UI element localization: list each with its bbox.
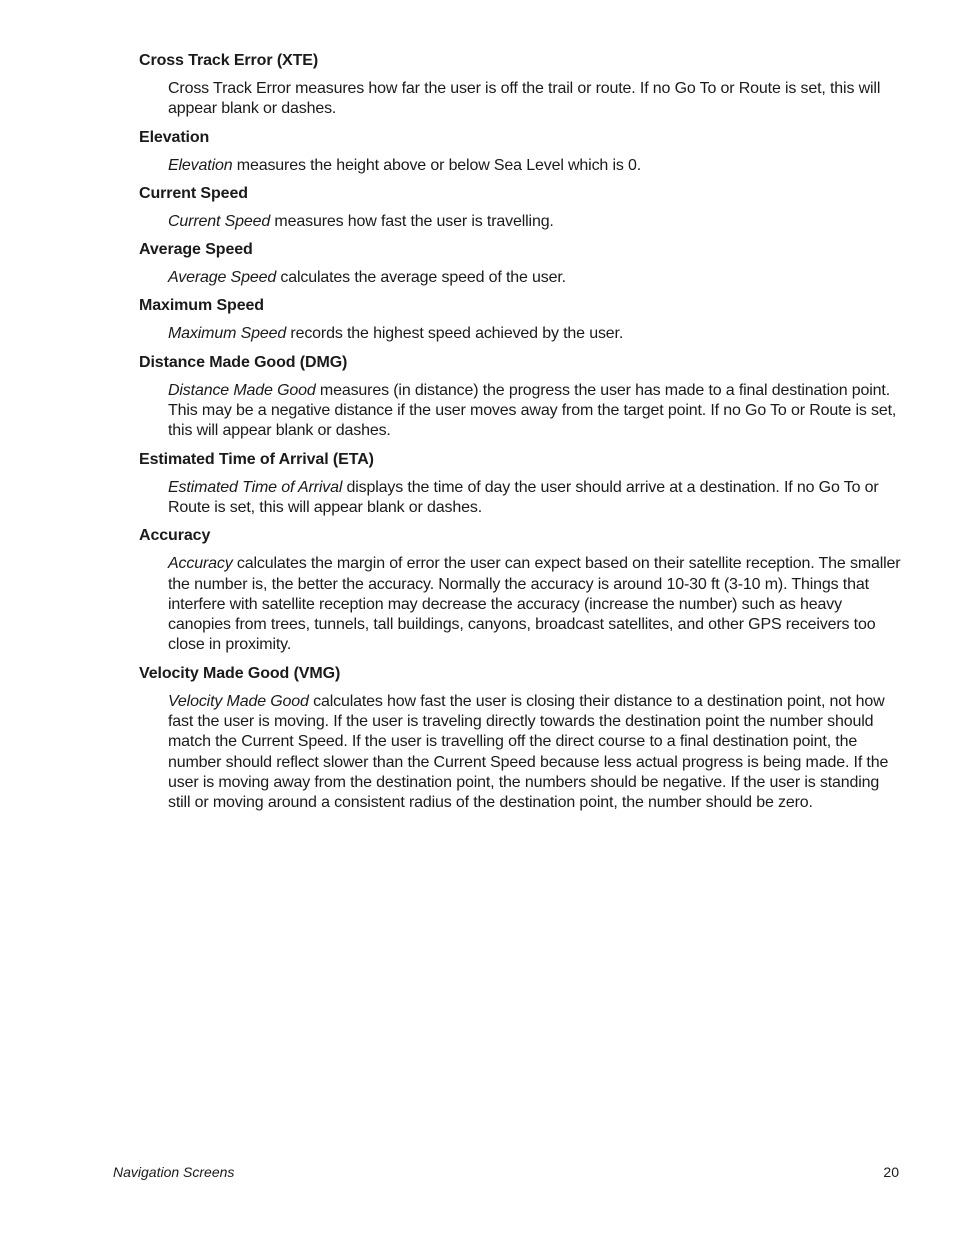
section-lead-term: Velocity Made Good xyxy=(168,692,309,710)
section-text: calculates the average speed of the user. xyxy=(276,269,566,287)
section-description xyxy=(168,212,901,232)
document-body xyxy=(139,51,901,822)
section-lead-term: Average Speed xyxy=(168,269,277,287)
footer-section-name: Navigation Screens xyxy=(113,1164,235,1180)
section-heading: Maximum Speed xyxy=(139,297,264,315)
section-text: calculates how fast the user is closing their distance to a destination point, not how fast the user is moving. If the user is traveling directly towards the destination point the number should match the Current Speed. If the user is travelling off the direct course to a final destination point, the number should reflect slower than the Current Speed because less actual progress is being made. If the user is moving away from the destination point, the numbers should be negative. If the user is standing still or moving around a consistent radius of the destination point, the number should be zero. xyxy=(168,692,889,812)
section-lead-term: Estimated Time of Arrival xyxy=(168,478,343,496)
section-current-speed xyxy=(139,184,901,232)
section-description xyxy=(168,156,901,176)
section-description xyxy=(168,381,901,442)
section-vmg xyxy=(139,664,901,814)
section-lead-term: Current Speed xyxy=(168,212,271,230)
section-heading: Elevation xyxy=(139,128,210,146)
section-dmg xyxy=(139,353,901,442)
section-average-speed xyxy=(139,240,901,288)
section-heading: Average Speed xyxy=(139,241,253,259)
section-heading: Distance Made Good (DMG) xyxy=(139,353,348,371)
section-lead-term: Distance Made Good xyxy=(168,381,316,399)
section-heading: Estimated Time of Arrival (ETA) xyxy=(139,450,374,468)
section-lead-term: Accuracy xyxy=(168,555,233,573)
section-description xyxy=(168,79,901,120)
section-description xyxy=(168,324,901,344)
section-accuracy xyxy=(139,526,901,655)
section-text: calculates the margin of error the user can expect based on their satellite reception. The smaller the number is, the better the accuracy. Normally the accuracy is around 10-30 ft (3-10 m). Things that interfere with satellite reception may decrease the accuracy (increase the number) such as heavy canopies from trees, tunnels, tall buildings, canyons, broadcast satellites, and other GPS receivers too close in proximity. xyxy=(168,555,901,654)
section-heading: Accuracy xyxy=(139,527,211,545)
section-text: measures the height above or below Sea Level which is 0. xyxy=(232,156,642,174)
section-text: measures how fast the user is travelling. xyxy=(270,212,554,230)
section-lead-term: Elevation xyxy=(168,156,233,174)
section-text: Cross Track Error measures how far the user is off the trail or route. If no Go To or Route is set, this will appear blank or dashes. xyxy=(168,80,881,118)
section-text: measures (in distance) the progress the user has made to a final destination point. This may be a negative distance if the user moves away from the target point. If no Go To or Route is set, this will appear blank or dashes. xyxy=(168,381,897,440)
section-text: displays the time of day the user should arrive at a destination. If no Go To or Route is set, this will appear blank or dashes. xyxy=(168,478,879,516)
footer-page-number: 20 xyxy=(883,1164,899,1180)
section-text: records the highest speed achieved by the user. xyxy=(286,325,624,343)
section-eta xyxy=(139,450,901,519)
section-xte xyxy=(139,51,901,120)
section-description xyxy=(168,692,901,814)
section-description xyxy=(168,554,901,655)
section-description xyxy=(168,268,901,288)
section-lead-term: Maximum Speed xyxy=(168,325,287,343)
section-elevation xyxy=(139,128,901,176)
section-heading: Current Speed xyxy=(139,184,248,202)
section-description xyxy=(168,478,901,519)
section-maximum-speed xyxy=(139,296,901,344)
section-heading: Cross Track Error (XTE) xyxy=(139,52,319,69)
section-heading: Velocity Made Good (VMG) xyxy=(139,664,341,682)
